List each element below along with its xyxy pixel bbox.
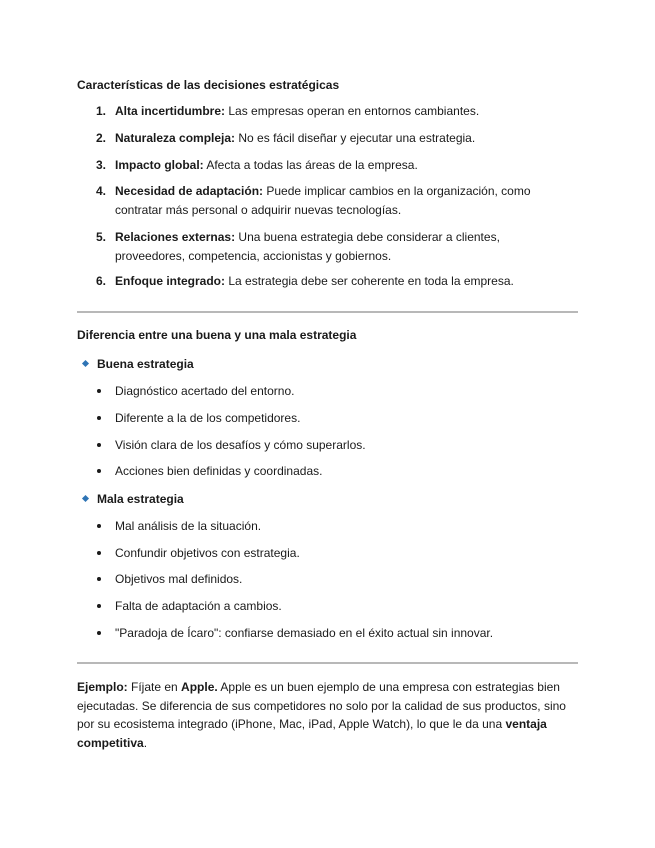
example-label: Ejemplo: [77, 680, 128, 694]
list-item [96, 625, 493, 641]
item-number: 4. [96, 184, 107, 198]
list-item-text: "Paradoja de Ícaro": confiarse demasiado en el éxito actual sin innovar. [115, 626, 494, 640]
bullet-dot-icon [97, 469, 101, 473]
item-text: No es fácil diseñar y ejecutar una estrategia. [235, 131, 476, 145]
good-strategy-heading [83, 356, 194, 372]
bullet-dot-icon [97, 577, 101, 581]
list-item-text: Acciones bien definidas y coordinadas. [115, 464, 323, 478]
list-item-text: Objetivos mal definidos. [115, 572, 243, 586]
bullet-dot-icon [97, 443, 101, 447]
horizontal-rule [77, 311, 578, 313]
item-number: 5. [96, 230, 107, 244]
item-text: Una buena estrategia debe considerar a clientes, proveedores, competencia, accionistas y gobiernos. [115, 230, 500, 263]
list-item [96, 383, 294, 399]
list-item [96, 598, 282, 614]
bad-strategy-heading [83, 491, 184, 507]
list-item [96, 545, 300, 561]
item-term: Naturaleza compleja: [115, 131, 236, 145]
numbered-item [96, 272, 556, 291]
bullet-dot-icon [97, 551, 101, 555]
bad-strategy-label: Mala estrategia [97, 492, 184, 506]
item-term: Relaciones externas: [115, 230, 236, 244]
list-item-text: Visión clara de los desafíos y cómo superarlos. [115, 438, 366, 452]
example-text-2: Apple es un buen ejemplo de una empresa con estrategias bien ejecutadas. Se diferencia de sus competidores no solo por la calidad de sus productos, sino por su ecosistema integrado (iPhone, Mac, iPad, Apple Watch), lo que le da una [77, 680, 566, 731]
numbered-item [96, 102, 556, 121]
item-term: Necesidad de adaptación: [115, 184, 264, 198]
section-heading-characteristics: Características de las decisiones estratégicas [77, 78, 340, 92]
example-highlight: ventaja competitiva [77, 717, 547, 750]
diamond-bullet-icon [82, 495, 89, 502]
list-item [96, 410, 300, 426]
item-text: Las empresas operan en entornos cambiantes. [225, 104, 480, 118]
numbered-item [96, 182, 556, 220]
horizontal-rule [77, 662, 578, 664]
item-term: Enfoque integrado: [115, 274, 225, 288]
item-term: Impacto global: [115, 158, 204, 172]
bullet-dot-icon [97, 416, 101, 420]
numbered-item [96, 228, 556, 266]
section-heading-difference: Diferencia entre una buena y una mala estrategia [77, 328, 357, 342]
item-number: 3. [96, 158, 107, 172]
diamond-bullet-icon [82, 360, 89, 367]
numbered-item [96, 156, 556, 175]
list-item [96, 571, 242, 587]
list-item-text: Mal análisis de la situación. [115, 519, 262, 533]
list-item [96, 518, 261, 534]
numbered-item [96, 129, 556, 148]
bullet-dot-icon [97, 604, 101, 608]
list-item-text: Confundir objetivos con estrategia. [115, 546, 300, 560]
list-item-text: Falta de adaptación a cambios. [115, 599, 282, 613]
list-item [96, 463, 322, 479]
item-text: Afecta a todas las áreas de la empresa. [203, 158, 418, 172]
item-number: 1. [96, 104, 107, 118]
item-text: La estrategia debe ser coherente en toda la empresa. [225, 274, 514, 288]
example-text-3: . [143, 735, 148, 750]
list-item-text: Diferente a la de los competidores. [115, 411, 301, 425]
list-item-text: Diagnóstico acertado del entorno. [115, 384, 295, 398]
good-strategy-label: Buena estrategia [97, 357, 194, 371]
example-paragraph [77, 678, 577, 752]
item-number: 6. [96, 274, 107, 288]
bullet-dot-icon [97, 389, 101, 393]
item-text: Puede implicar cambios en la organización, como contratar más personal o adquirir nuevas tecnologías. [115, 184, 531, 217]
item-term: Alta incertidumbre: [115, 104, 226, 118]
example-brand: Apple. [181, 680, 218, 694]
bullet-dot-icon [97, 631, 101, 635]
list-item [96, 437, 366, 453]
bullet-dot-icon [97, 524, 101, 528]
example-text-1: Fíjate en [127, 680, 182, 694]
item-number: 2. [96, 131, 107, 145]
